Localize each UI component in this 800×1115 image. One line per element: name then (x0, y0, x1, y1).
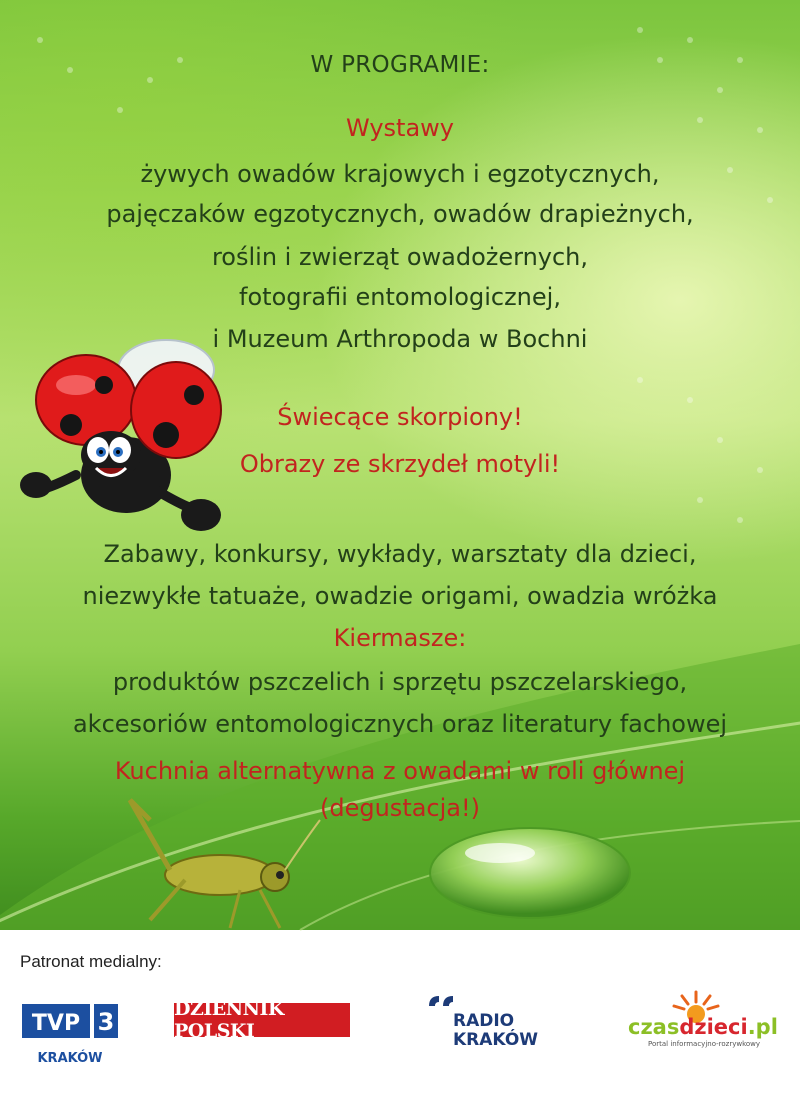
czas-part: czas (628, 1015, 680, 1039)
exhibitions-title: Wystawy (346, 114, 454, 142)
czasdzieci-wordmark (628, 1015, 778, 1039)
activities-line: niezwykłe tatuaże, owadzie origami, owadzia wróżka (82, 582, 718, 610)
exhibitions-line: fotografii entomologicznej, (239, 283, 561, 311)
exhibitions-line: pajęczaków egzotycznych, owadów drapieżnych, (106, 200, 694, 228)
tvp-text: TVP (31, 1011, 81, 1036)
dziennik-polski-text: DZIENNIK POLSKI (174, 998, 284, 1042)
pl-part: .pl (747, 1015, 778, 1039)
cricket-image (90, 780, 320, 930)
highlight-line: Świecące skorpiony! (277, 403, 523, 431)
fairs-line: akcesoriów entomologicznych oraz literatury fachowej (72, 710, 728, 738)
kitchen-line: (degustacja!) (320, 794, 480, 822)
fairs-line: produktów pszczelich i sprzętu pszczelarskiego, (112, 668, 688, 696)
fairs-title: Kiermasze: (333, 624, 467, 652)
radio-line-1: RADIO (453, 1011, 515, 1031)
exhibitions-line: roślin i zwierząt owadożernych, (211, 243, 589, 271)
radio-krakow-logo (425, 990, 555, 1050)
ladybug-mascot (16, 325, 236, 555)
kitchen-line: Kuchnia alternatywna z owadami w roli głównej (114, 757, 686, 785)
radio-line-2: KRAKÓW (453, 1030, 539, 1050)
media-patronage-label: Patronat medialny: (20, 952, 162, 971)
tvp-city: KRAKÓW (37, 1051, 103, 1066)
exhibitions-line: i Muzeum Arthropoda w Bochni (212, 325, 588, 353)
dzieci-part: dzieci (679, 1015, 748, 1039)
dziennik-polski-logo (174, 998, 350, 1042)
water-drop-image (420, 815, 640, 925)
czasdzieci-logo (628, 988, 778, 1048)
czasdzieci-tagline: Portal informacyjno-rozrywkowy (648, 1040, 761, 1048)
tvp-number: 3 (97, 1008, 115, 1036)
program-heading: W PROGRAMIE: (310, 52, 490, 78)
activities-line: Zabawy, konkursy, wykłady, warsztaty dla dzieci, (103, 540, 697, 568)
exhibitions-line: żywych owadów krajowych i egzotycznych, (140, 160, 660, 188)
tvp3-krakow-logo (20, 1000, 130, 1070)
highlight-line: Obrazy ze skrzydeł motyli! (239, 450, 561, 478)
